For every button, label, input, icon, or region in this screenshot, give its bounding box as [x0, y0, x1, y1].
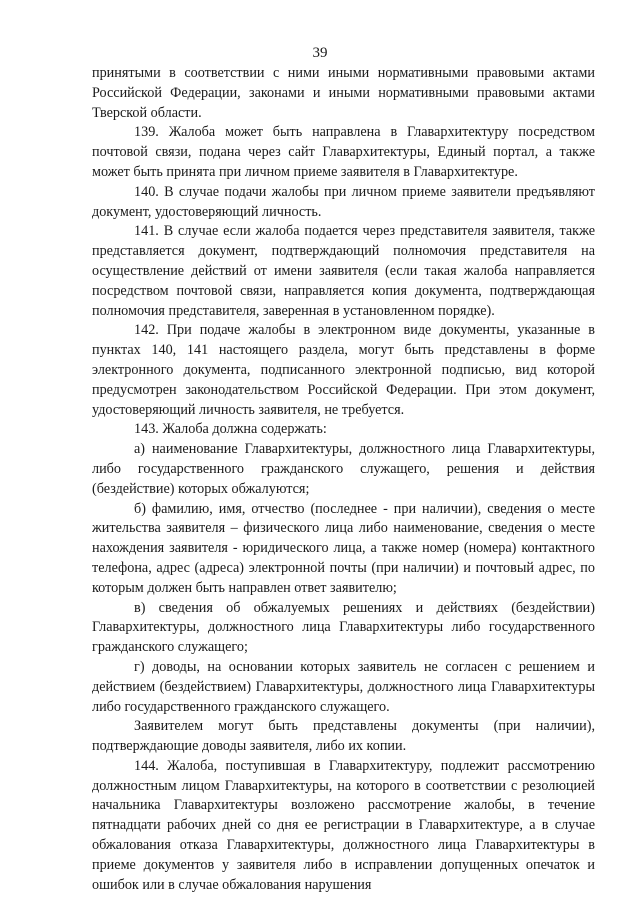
page-number: 39	[312, 45, 328, 61]
paragraph-142: 142. При подаче жалобы в электронном виде документы, указанные в пунктах 140, 141 настоящего раздела, могут быть представлены в форме электронного документа, подписанного электронной подписью, вид которой предусмотрен законодательством Российской Федерации. При этом документ, удостоверяющий личность заявителя, не требуется.	[92, 322, 595, 418]
paragraph-143-g: г) доводы, на основании которых заявитель не согласен с решением и действием (бездействием) Главархитектуры, должностного лица Главархитектуры либо государственного гражданского служащего.	[92, 658, 595, 715]
paragraph-continuation: принятыми в соответствии с ними иными нормативными правовыми актами Российской Федерации, законами и иными нормативными правовыми актами Тверской области.	[92, 65, 595, 121]
paragraph-141: 141. В случае если жалоба подается через представителя заявителя, также представляется документ, подтверждающий полномочия представителя на осуществление действий от имени заявителя (если такая жалоба направляется посредством почтовой связи, направляется копия документа, подтверждающая полномочия представителя, заверенная в установленном порядке).	[92, 223, 595, 319]
paragraph-140: 140. В случае подачи жалобы при личном приеме заявители предъявляют документ, удостоверяющий личность.	[92, 183, 595, 220]
paragraph-143-v: в) сведения об обжалуемых решениях и действиях (бездействии) Главархитектуры, должностного лица Главархитектуры либо государственного гражданского служащего;	[92, 599, 595, 656]
document-body	[92, 64, 595, 895]
paragraph-144: 144. Жалоба, поступившая в Главархитектуру, подлежит рассмотрению должностным лицом Главархитектуры, на которого в соответствии с резолюцией начальника Главархитектуры возложено рассмотрение жалобы, в течение пятнадцати рабочих дней со дня ее регистрации в Главархитектуре, а в случае обжалования отказа Главархитектуры, должностного лица Главархитектуры в приеме документов у заявителя либо в исправлении допущенных опечаток и ошибок или в случае обжалования нарушения	[92, 757, 595, 893]
paragraph-143-a: а) наименование Главархитектуры, должностного лица Главархитектуры, либо государственного гражданского служащего, решения и действия (бездействие) которых обжалуются;	[92, 441, 595, 497]
paragraph-143: 143. Жалоба должна содержать:	[134, 421, 327, 438]
paragraph-supporting-documents: Заявителем могут быть представлены документы (при наличии), подтверждающие доводы заявителя, либо их копии.	[92, 718, 595, 755]
paragraph-143-b: б) фамилию, имя, отчество (последнее - при наличии), сведения о месте жительства заявителя – физического лица либо наименование, сведения о месте нахождения заявителя - юридического лица, а также номер (номера) контактного телефона, адрес (адреса) электронной почты (при наличии) и почтовый адрес, по которым должен быть направлен ответ заявителю;	[92, 500, 595, 596]
paragraph-139: 139. Жалоба может быть направлена в Главархитектуру посредством почтовой связи, подана через сайт Главархитектуры, Единый портал, а также может быть принята при личном приеме заявителя в Главархитектуре.	[92, 124, 595, 180]
